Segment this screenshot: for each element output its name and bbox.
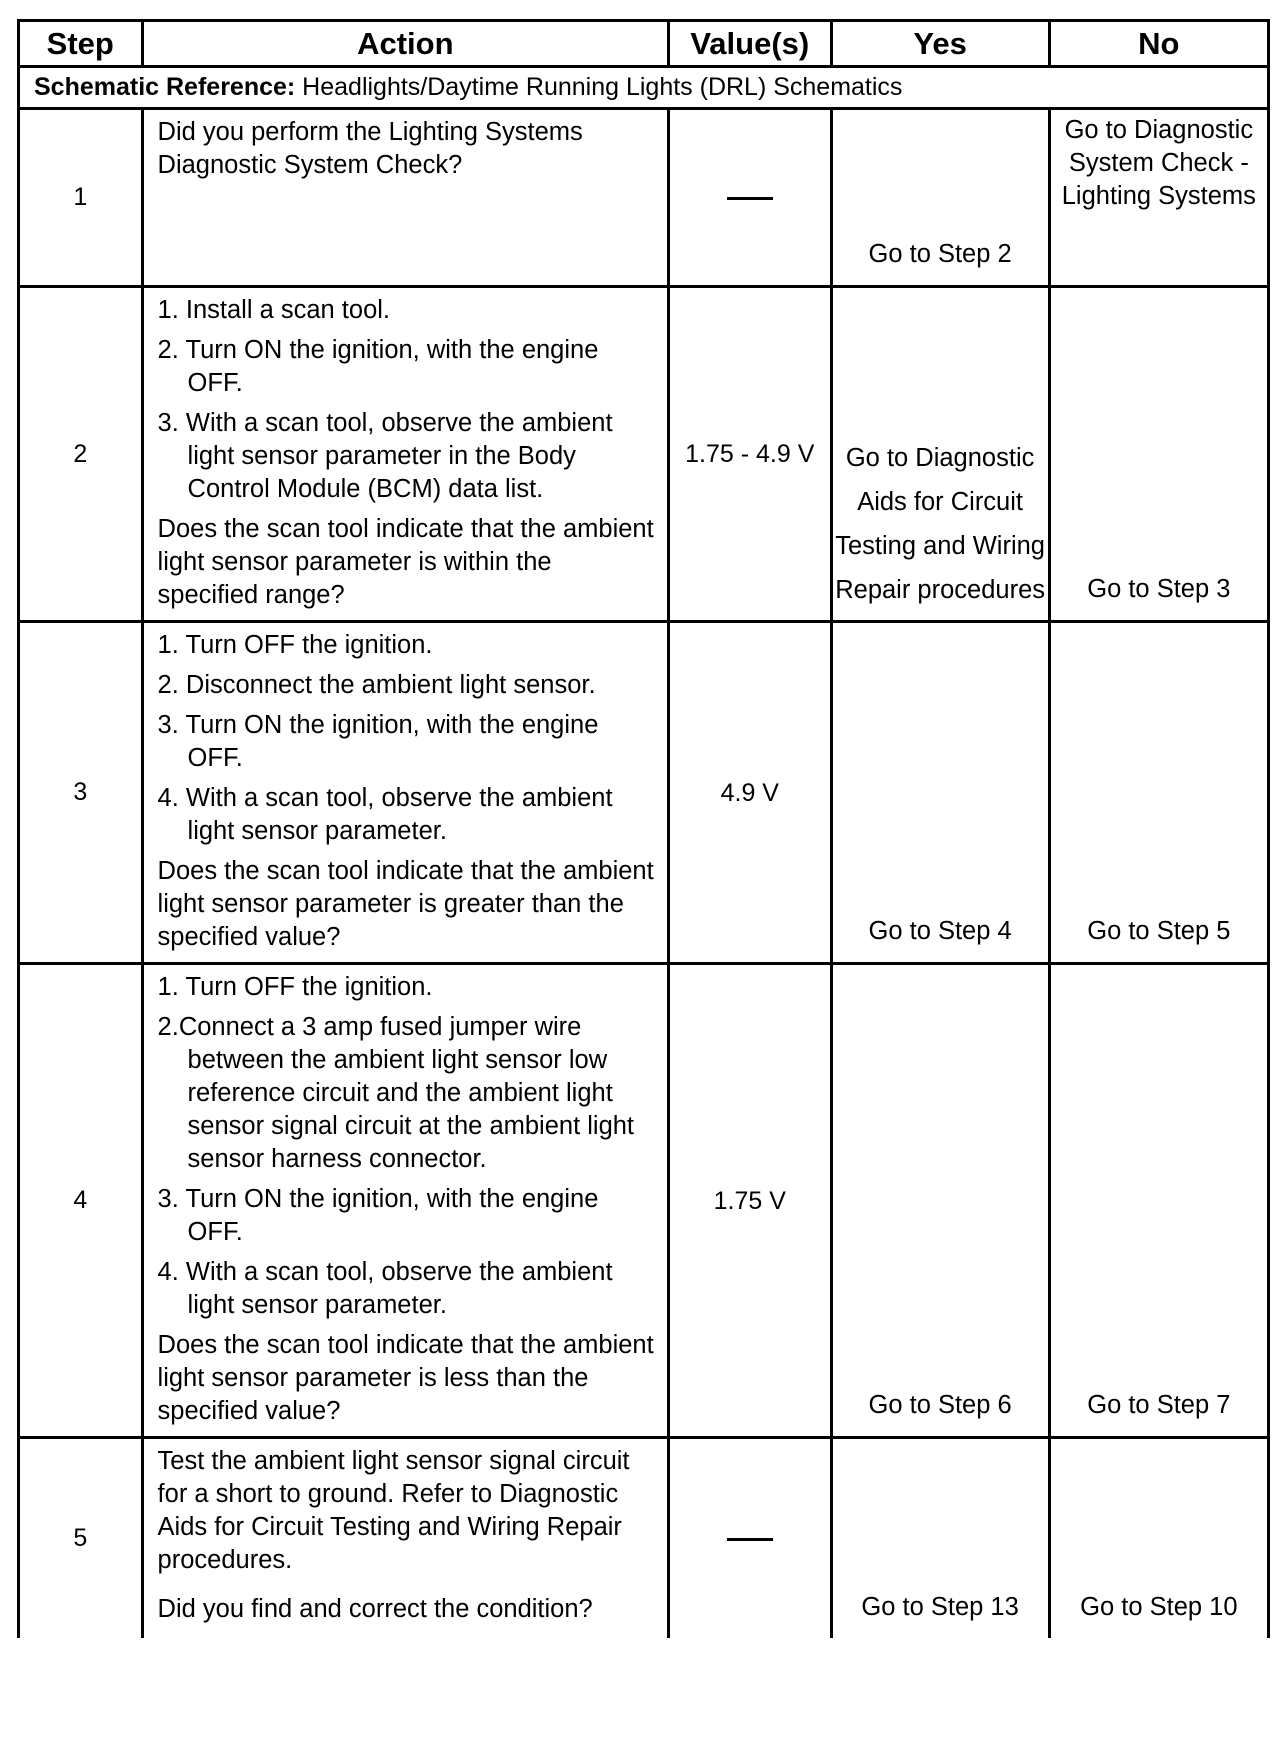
action-text: Did you perform the Lighting Systems Diagnostic System Check? bbox=[157, 118, 583, 179]
no-cell: Go to Step 3 bbox=[1049, 287, 1268, 622]
table-row bbox=[19, 287, 1269, 622]
action-list-item: 2. Disconnect the ambient light sensor. bbox=[157, 671, 596, 699]
action-list-item: 2.Connect a 3 amp fused jumper wire between the ambient light sensor low reference circuit and the ambient light sensor signal circuit at the ambient light sensor harness connector. bbox=[157, 1013, 635, 1173]
action-list-item: 1. Turn OFF the ignition. bbox=[157, 973, 433, 1001]
schematic-reference-label: Schematic Reference: bbox=[34, 73, 296, 101]
action-list-item: 2. Turn ON the ignition, with the engine OFF. bbox=[157, 336, 599, 397]
action-cell bbox=[142, 109, 668, 287]
table-row bbox=[19, 964, 1269, 1438]
yes-cell: Go to Step 4 bbox=[831, 622, 1049, 964]
yes-cell: Go to Diagnostic Aids for Circuit Testing and Wiring Repair procedures bbox=[831, 287, 1049, 622]
yes-cell: Go to Step 2 bbox=[831, 109, 1049, 287]
header-no: No bbox=[1049, 21, 1268, 67]
step-number: 2 bbox=[19, 287, 143, 622]
action-cell bbox=[142, 1438, 668, 1638]
no-value-dash bbox=[727, 1538, 773, 1541]
step-number: 4 bbox=[19, 964, 143, 1438]
action-cell bbox=[142, 964, 668, 1438]
value-cell bbox=[669, 109, 832, 287]
action-cell bbox=[142, 287, 668, 622]
action-question: Does the scan tool indicate that the ambient light sensor parameter is greater than the specified value? bbox=[157, 857, 654, 951]
table-row bbox=[19, 109, 1269, 287]
header-values: Value(s) bbox=[669, 21, 832, 67]
value-cell: 1.75 V bbox=[669, 964, 832, 1438]
schematic-reference bbox=[19, 67, 1269, 109]
value-cell: 1.75 - 4.9 V bbox=[669, 287, 832, 622]
no-cell: Go to Step 5 bbox=[1049, 622, 1268, 964]
no-cell: Go to Step 10 bbox=[1049, 1438, 1268, 1638]
action-question: Does the scan tool indicate that the ambient light sensor parameter is less than the specified value? bbox=[157, 1331, 654, 1425]
action-list-item: 3. Turn ON the ignition, with the engine OFF. bbox=[157, 711, 599, 772]
no-cell: Go to Diagnostic System Check - Lighting Systems bbox=[1049, 109, 1268, 287]
header-yes: Yes bbox=[831, 21, 1049, 67]
action-list-item: 4. With a scan tool, observe the ambient light sensor parameter. bbox=[157, 1258, 613, 1319]
schematic-reference-row bbox=[19, 67, 1269, 109]
yes-cell: Go to Step 6 bbox=[831, 964, 1049, 1438]
yes-cell: Go to Step 13 bbox=[831, 1438, 1049, 1638]
no-value-dash bbox=[727, 197, 773, 200]
table-row bbox=[19, 622, 1269, 964]
action-list-item: 4. With a scan tool, observe the ambient light sensor parameter. bbox=[157, 784, 613, 845]
table-row bbox=[19, 1438, 1269, 1638]
step-number: 5 bbox=[19, 1438, 143, 1638]
header-action: Action bbox=[142, 21, 668, 67]
step-number: 1 bbox=[19, 109, 143, 287]
action-question: Does the scan tool indicate that the ambient light sensor parameter is within the specified range? bbox=[157, 515, 654, 609]
header-step: Step bbox=[19, 21, 143, 67]
action-text: Test the ambient light sensor signal circuit for a short to ground. Refer to Diagnostic Aids for Circuit Testing and Wiring Repair procedures. bbox=[157, 1447, 630, 1574]
step-number: 3 bbox=[19, 622, 143, 964]
action-question: Did you find and correct the condition? bbox=[157, 1595, 593, 1623]
action-cell bbox=[142, 622, 668, 964]
action-list-item: 1. Install a scan tool. bbox=[157, 296, 391, 324]
no-cell: Go to Step 7 bbox=[1049, 964, 1268, 1438]
value-cell: 4.9 V bbox=[669, 622, 832, 964]
diagnostic-table bbox=[17, 19, 1270, 1638]
action-list-item: 3. Turn ON the ignition, with the engine OFF. bbox=[157, 1185, 599, 1246]
action-list-item: 3. With a scan tool, observe the ambient light sensor parameter in the Body Control Module (BCM) data list. bbox=[157, 409, 613, 503]
action-list-item: 1. Turn OFF the ignition. bbox=[157, 631, 433, 659]
value-cell bbox=[669, 1438, 832, 1638]
schematic-reference-text: Headlights/Daytime Running Lights (DRL) Schematics bbox=[295, 73, 903, 101]
header-row bbox=[19, 21, 1269, 67]
